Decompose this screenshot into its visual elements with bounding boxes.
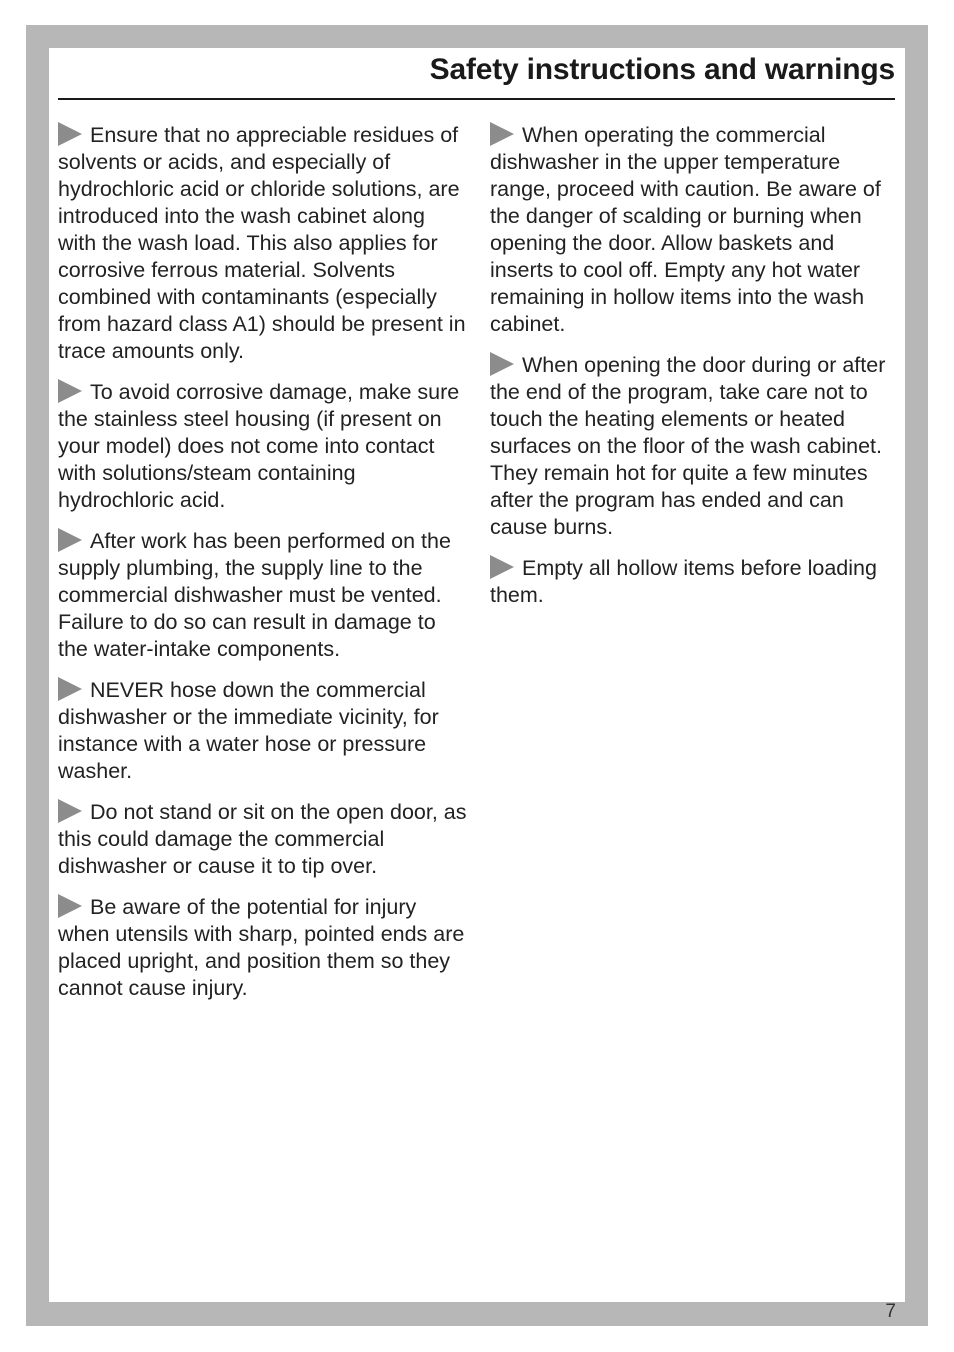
warning-paragraph-continued: Failure to do so can result in damage to the water-intake components. [58,610,436,661]
warning-text: Empty all hollow items before loading them. [490,556,877,607]
warning-paragraph [58,122,468,365]
warning-text: After work has been performed on the supply plumbing, the supply line to the commercial dishwasher must be vented. [58,529,451,607]
triangle-right-icon [490,122,514,146]
warning-item [490,555,895,609]
warning-item [58,528,468,663]
triangle-right-icon [490,352,514,376]
warning-text: To avoid corrosive damage, make sure the stainless steel housing (if present on your model) does not come into contact with solutions/steam containing hydrochloric acid. [58,380,460,512]
triangle-right-icon [58,677,82,701]
warning-item [58,799,468,880]
warning-paragraph [58,799,468,880]
warning-item [58,122,468,365]
warning-text: When operating the commercial dishwasher in the upper temperature range, proceed with caution. Be aware of the danger of scalding or burning when opening the door. Allow baskets and inserts to cool off. Empty any hot water remaining in hollow items into the wash cabinet. [490,123,881,336]
triangle-right-icon [490,555,514,579]
warning-paragraph [58,677,468,785]
warning-paragraph [490,555,895,609]
warning-text: NEVER hose down the commercial dishwasher or the immediate vicinity, for instance with a water hose or pressure washer. [58,678,439,783]
warning-text: When opening the door during or after the end of the program, take care not to touch the heating elements or heated surfaces on the floor of the wash cabinet. They remain hot for quite a few minutes after the program has ended and can cause burns. [490,353,886,539]
page-title: Safety instructions and warnings [429,53,895,86]
warning-item [490,352,895,541]
warning-paragraph [58,379,468,514]
left-column [58,122,468,1016]
triangle-right-icon [58,799,82,823]
title-rule [58,98,895,100]
warning-text: Be aware of the potential for injury when utensils with sharp, pointed ends are placed upright, and position them so they cannot cause injury. [58,895,465,1000]
warning-paragraph [58,528,468,609]
warning-text: Do not stand or sit on the open door, as this could damage the commercial dishwasher or cause it to tip over. [58,800,467,878]
right-column [490,122,895,623]
warning-paragraph [58,894,468,1002]
warning-item [58,894,468,1002]
warning-item [58,379,468,514]
warning-paragraph [490,352,895,541]
warning-item [58,677,468,785]
triangle-right-icon [58,894,82,918]
warning-item [490,122,895,338]
warning-text: Ensure that no appreciable residues of solvents or acids, and especially of hydrochloric acid or chloride solutions, are introduced into the wash cabinet along with the wash load. This also applies for corrosive ferrous material. Solvents combined with contaminants (especially from hazard class A1) should be present in trace amounts only. [58,123,466,363]
triangle-right-icon [58,122,82,146]
triangle-right-icon [58,379,82,403]
page-number: 7 [885,1301,896,1322]
triangle-right-icon [58,528,82,552]
warning-paragraph [490,122,895,338]
